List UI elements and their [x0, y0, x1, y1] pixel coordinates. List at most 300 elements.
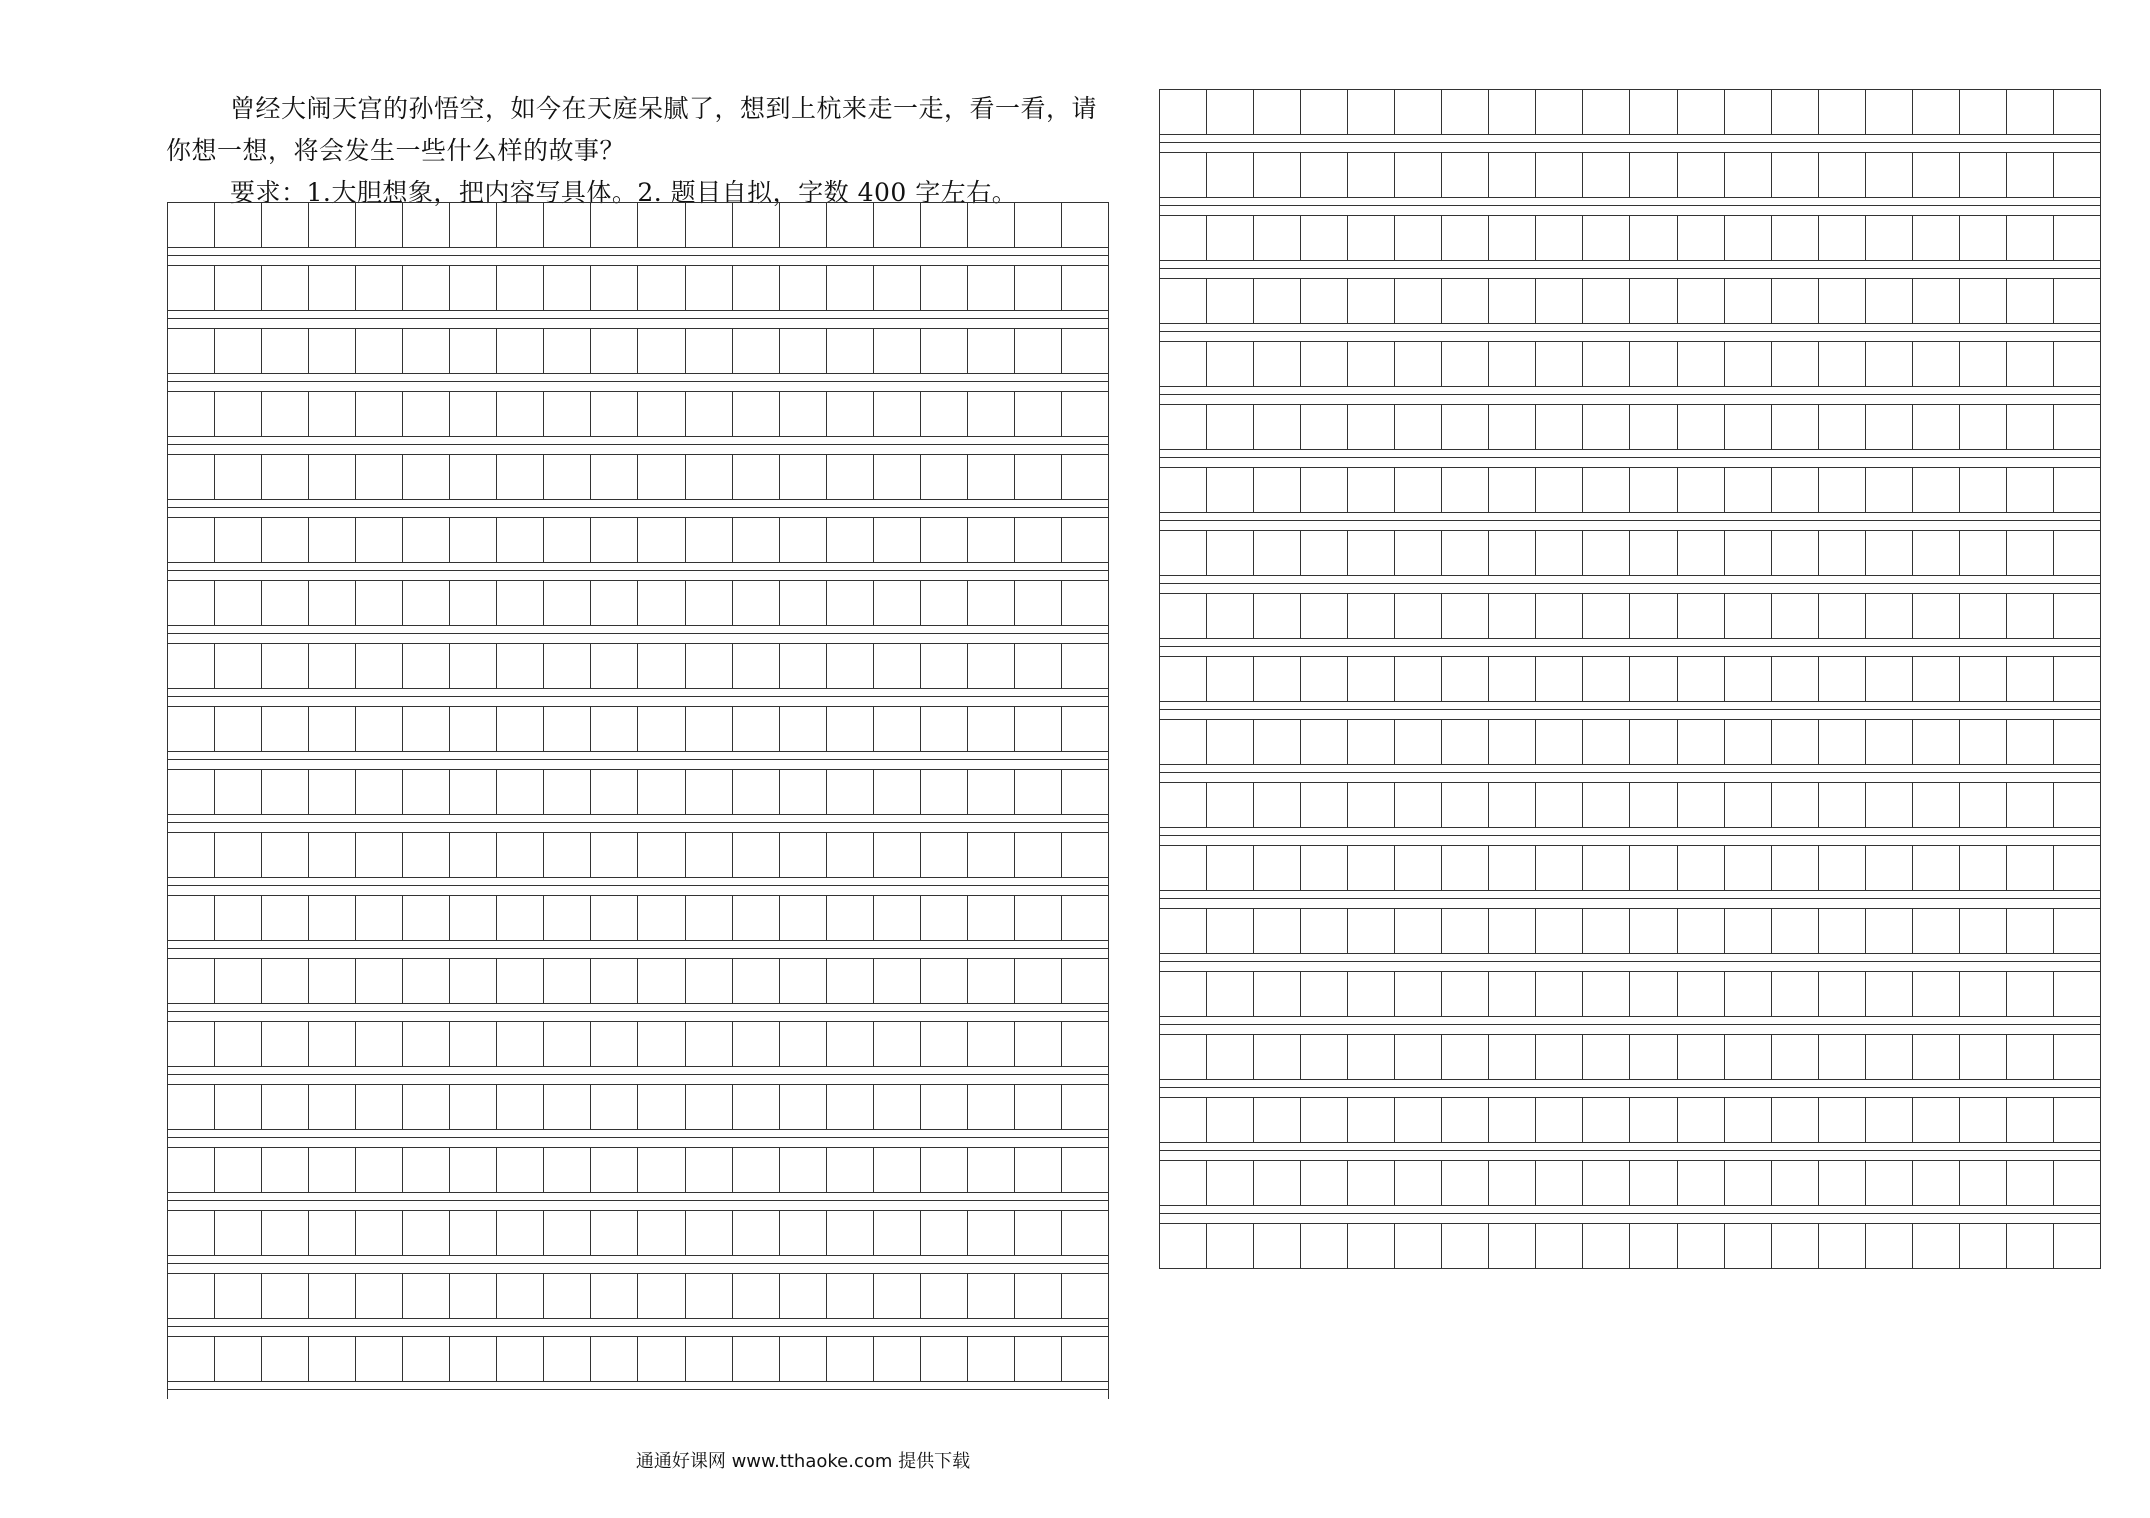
grid-cell[interactable]: [1301, 594, 1348, 638]
grid-cell[interactable]: [591, 266, 638, 310]
grid-cell[interactable]: [168, 1148, 215, 1192]
grid-cell[interactable]: [1254, 279, 1301, 323]
grid-cell[interactable]: [1678, 972, 1725, 1016]
grid-cell[interactable]: [215, 329, 262, 373]
grid-cell[interactable]: [497, 518, 544, 562]
grid-cell[interactable]: [450, 392, 497, 436]
grid-cell[interactable]: [1960, 153, 2007, 197]
grid-cell[interactable]: [356, 644, 403, 688]
grid-cell[interactable]: [168, 1337, 215, 1381]
grid-cell[interactable]: [1395, 531, 1442, 575]
grid-cell[interactable]: [1207, 1098, 1254, 1142]
grid-cell[interactable]: [1536, 531, 1583, 575]
grid-cell[interactable]: [450, 203, 497, 247]
grid-cell[interactable]: [1678, 405, 1725, 449]
grid-cell[interactable]: [403, 518, 450, 562]
grid-cell[interactable]: [168, 266, 215, 310]
grid-cell[interactable]: [403, 392, 450, 436]
grid-cell[interactable]: [1160, 720, 1207, 764]
grid-cell[interactable]: [309, 770, 356, 814]
grid-cell[interactable]: [215, 833, 262, 877]
grid-cell[interactable]: [1207, 153, 1254, 197]
grid-cell[interactable]: [403, 896, 450, 940]
grid-cell[interactable]: [1301, 216, 1348, 260]
grid-cell[interactable]: [544, 1148, 591, 1192]
grid-cell[interactable]: [1442, 972, 1489, 1016]
grid-cell[interactable]: [356, 1085, 403, 1129]
grid-cell[interactable]: [309, 1211, 356, 1255]
grid-cell[interactable]: [733, 896, 780, 940]
grid-cell[interactable]: [1819, 279, 1866, 323]
grid-cell[interactable]: [544, 455, 591, 499]
grid-cell[interactable]: [1630, 405, 1677, 449]
grid-cell[interactable]: [1160, 1098, 1207, 1142]
grid-cell[interactable]: [403, 644, 450, 688]
grid-cell[interactable]: [2007, 1035, 2054, 1079]
grid-cell[interactable]: [968, 266, 1015, 310]
grid-cell[interactable]: [168, 1211, 215, 1255]
grid-cell[interactable]: [1062, 959, 1108, 1003]
grid-cell[interactable]: [1301, 972, 1348, 1016]
grid-cell[interactable]: [215, 644, 262, 688]
grid-cell[interactable]: [1866, 90, 1913, 134]
grid-cell[interactable]: [1678, 1098, 1725, 1142]
grid-cell[interactable]: [309, 896, 356, 940]
grid-cell[interactable]: [2007, 1098, 2054, 1142]
grid-cell[interactable]: [2054, 783, 2100, 827]
grid-cell[interactable]: [1725, 594, 1772, 638]
grid-cell[interactable]: [921, 833, 968, 877]
grid-cell[interactable]: [780, 1085, 827, 1129]
grid-cell[interactable]: [686, 1085, 733, 1129]
grid-cell[interactable]: [1160, 846, 1207, 890]
grid-cell[interactable]: [1489, 846, 1536, 890]
grid-cell[interactable]: [686, 455, 733, 499]
grid-cell[interactable]: [591, 1085, 638, 1129]
grid-cell[interactable]: [1678, 153, 1725, 197]
grid-cell[interactable]: [1207, 468, 1254, 512]
grid-cell[interactable]: [827, 1211, 874, 1255]
grid-cell[interactable]: [1489, 216, 1536, 260]
grid-cell[interactable]: [1772, 1224, 1819, 1268]
grid-cell[interactable]: [2054, 1161, 2100, 1205]
grid-cell[interactable]: [780, 833, 827, 877]
grid-cell[interactable]: [1301, 909, 1348, 953]
grid-cell[interactable]: [1442, 657, 1489, 701]
grid-cell[interactable]: [1160, 153, 1207, 197]
grid-cell[interactable]: [1062, 896, 1108, 940]
grid-cell[interactable]: [1348, 342, 1395, 386]
grid-cell[interactable]: [733, 833, 780, 877]
grid-cell[interactable]: [1583, 972, 1630, 1016]
grid-cell[interactable]: [733, 1274, 780, 1318]
grid-cell[interactable]: [497, 581, 544, 625]
grid-cell[interactable]: [1678, 468, 1725, 512]
grid-cell[interactable]: [1395, 972, 1442, 1016]
grid-cell[interactable]: [1442, 216, 1489, 260]
grid-cell[interactable]: [1442, 783, 1489, 827]
grid-cell[interactable]: [356, 896, 403, 940]
grid-cell[interactable]: [544, 392, 591, 436]
grid-cell[interactable]: [1348, 657, 1395, 701]
grid-cell[interactable]: [921, 1337, 968, 1381]
grid-cell[interactable]: [2054, 279, 2100, 323]
grid-cell[interactable]: [544, 1274, 591, 1318]
grid-cell[interactable]: [1442, 405, 1489, 449]
grid-cell[interactable]: [1772, 720, 1819, 764]
grid-cell[interactable]: [497, 959, 544, 1003]
grid-cell[interactable]: [1207, 1161, 1254, 1205]
grid-cell[interactable]: [968, 707, 1015, 751]
grid-cell[interactable]: [1062, 770, 1108, 814]
grid-cell[interactable]: [309, 1148, 356, 1192]
grid-cell[interactable]: [1866, 846, 1913, 890]
grid-cell[interactable]: [262, 1337, 309, 1381]
grid-cell[interactable]: [1254, 90, 1301, 134]
grid-cell[interactable]: [1348, 783, 1395, 827]
grid-cell[interactable]: [450, 1085, 497, 1129]
grid-cell[interactable]: [921, 329, 968, 373]
grid-cell[interactable]: [921, 203, 968, 247]
grid-cell[interactable]: [1583, 531, 1630, 575]
grid-cell[interactable]: [2054, 405, 2100, 449]
grid-cell[interactable]: [1254, 468, 1301, 512]
grid-cell[interactable]: [921, 1085, 968, 1129]
grid-cell[interactable]: [1583, 342, 1630, 386]
grid-cell[interactable]: [1254, 657, 1301, 701]
grid-cell[interactable]: [1913, 468, 1960, 512]
grid-cell[interactable]: [450, 833, 497, 877]
grid-cell[interactable]: [1678, 342, 1725, 386]
grid-cell[interactable]: [1442, 720, 1489, 764]
grid-cell[interactable]: [1583, 657, 1630, 701]
grid-cell[interactable]: [1866, 1161, 1913, 1205]
grid-cell[interactable]: [1015, 1148, 1062, 1192]
grid-cell[interactable]: [2007, 657, 2054, 701]
grid-cell[interactable]: [2054, 531, 2100, 575]
grid-cell[interactable]: [1160, 531, 1207, 575]
grid-cell[interactable]: [1442, 279, 1489, 323]
writing-grid-left[interactable]: [167, 202, 1109, 1399]
grid-cell[interactable]: [1489, 90, 1536, 134]
grid-cell[interactable]: [1160, 909, 1207, 953]
grid-cell[interactable]: [591, 644, 638, 688]
grid-cell[interactable]: [1254, 531, 1301, 575]
grid-cell[interactable]: [309, 644, 356, 688]
grid-cell[interactable]: [497, 203, 544, 247]
grid-cell[interactable]: [356, 581, 403, 625]
grid-cell[interactable]: [1442, 153, 1489, 197]
grid-cell[interactable]: [1207, 909, 1254, 953]
grid-cell[interactable]: [1866, 405, 1913, 449]
grid-cell[interactable]: [1678, 909, 1725, 953]
grid-cell[interactable]: [686, 959, 733, 1003]
grid-cell[interactable]: [968, 392, 1015, 436]
grid-cell[interactable]: [1301, 720, 1348, 764]
grid-cell[interactable]: [309, 1337, 356, 1381]
grid-cell[interactable]: [638, 833, 685, 877]
grid-cell[interactable]: [2007, 216, 2054, 260]
grid-cell[interactable]: [1678, 1035, 1725, 1079]
grid-cell[interactable]: [1678, 720, 1725, 764]
grid-cell[interactable]: [262, 1148, 309, 1192]
grid-cell[interactable]: [168, 770, 215, 814]
grid-cell[interactable]: [1301, 279, 1348, 323]
grid-cell[interactable]: [1913, 1224, 1960, 1268]
grid-cell[interactable]: [968, 1274, 1015, 1318]
grid-cell[interactable]: [968, 1337, 1015, 1381]
grid-cell[interactable]: [968, 455, 1015, 499]
grid-cell[interactable]: [1348, 90, 1395, 134]
grid-cell[interactable]: [1207, 1224, 1254, 1268]
grid-cell[interactable]: [591, 1211, 638, 1255]
grid-cell[interactable]: [1015, 266, 1062, 310]
grid-cell[interactable]: [921, 266, 968, 310]
grid-cell[interactable]: [1254, 720, 1301, 764]
grid-cell[interactable]: [1725, 153, 1772, 197]
grid-cell[interactable]: [1819, 657, 1866, 701]
grid-cell[interactable]: [1062, 644, 1108, 688]
grid-cell[interactable]: [1348, 846, 1395, 890]
grid-cell[interactable]: [497, 1274, 544, 1318]
grid-cell[interactable]: [1442, 342, 1489, 386]
grid-cell[interactable]: [827, 959, 874, 1003]
grid-cell[interactable]: [1772, 972, 1819, 1016]
grid-cell[interactable]: [1913, 909, 1960, 953]
grid-cell[interactable]: [1254, 783, 1301, 827]
grid-cell[interactable]: [638, 581, 685, 625]
grid-cell[interactable]: [262, 644, 309, 688]
grid-cell[interactable]: [309, 455, 356, 499]
grid-cell[interactable]: [1062, 518, 1108, 562]
grid-cell[interactable]: [1866, 657, 1913, 701]
grid-cell[interactable]: [1015, 581, 1062, 625]
grid-cell[interactable]: [1725, 1098, 1772, 1142]
grid-cell[interactable]: [1015, 959, 1062, 1003]
grid-cell[interactable]: [403, 203, 450, 247]
grid-cell[interactable]: [2007, 1161, 2054, 1205]
grid-cell[interactable]: [403, 1211, 450, 1255]
grid-cell[interactable]: [638, 1274, 685, 1318]
grid-cell[interactable]: [1819, 783, 1866, 827]
grid-cell[interactable]: [1678, 279, 1725, 323]
grid-cell[interactable]: [1489, 468, 1536, 512]
grid-cell[interactable]: [1489, 1161, 1536, 1205]
grid-cell[interactable]: [968, 1085, 1015, 1129]
grid-cell[interactable]: [638, 518, 685, 562]
grid-cell[interactable]: [1489, 342, 1536, 386]
grid-cell[interactable]: [1772, 531, 1819, 575]
grid-cell[interactable]: [1536, 783, 1583, 827]
grid-cell[interactable]: [591, 959, 638, 1003]
grid-cell[interactable]: [215, 959, 262, 1003]
grid-cell[interactable]: [733, 266, 780, 310]
grid-cell[interactable]: [1678, 1224, 1725, 1268]
grid-cell[interactable]: [1062, 266, 1108, 310]
grid-cell[interactable]: [262, 392, 309, 436]
grid-cell[interactable]: [2054, 846, 2100, 890]
grid-cell[interactable]: [591, 1022, 638, 1066]
grid-cell[interactable]: [1772, 153, 1819, 197]
grid-cell[interactable]: [215, 1085, 262, 1129]
grid-cell[interactable]: [1772, 279, 1819, 323]
grid-cell[interactable]: [733, 329, 780, 373]
grid-cell[interactable]: [497, 833, 544, 877]
grid-cell[interactable]: [1630, 846, 1677, 890]
grid-cell[interactable]: [497, 1148, 544, 1192]
grid-cell[interactable]: [1301, 1224, 1348, 1268]
grid-cell[interactable]: [1725, 1035, 1772, 1079]
grid-cell[interactable]: [1015, 1274, 1062, 1318]
grid-cell[interactable]: [215, 707, 262, 751]
grid-cell[interactable]: [1395, 594, 1442, 638]
grid-cell[interactable]: [638, 1211, 685, 1255]
grid-cell[interactable]: [1442, 531, 1489, 575]
grid-cell[interactable]: [921, 707, 968, 751]
grid-cell[interactable]: [2054, 594, 2100, 638]
grid-cell[interactable]: [968, 203, 1015, 247]
grid-cell[interactable]: [1819, 1224, 1866, 1268]
grid-cell[interactable]: [1160, 342, 1207, 386]
grid-cell[interactable]: [1442, 90, 1489, 134]
grid-cell[interactable]: [686, 203, 733, 247]
grid-cell[interactable]: [1442, 1161, 1489, 1205]
grid-cell[interactable]: [1772, 1098, 1819, 1142]
grid-cell[interactable]: [168, 518, 215, 562]
grid-cell[interactable]: [215, 1148, 262, 1192]
grid-cell[interactable]: [1207, 972, 1254, 1016]
grid-cell[interactable]: [686, 392, 733, 436]
grid-cell[interactable]: [1348, 594, 1395, 638]
grid-cell[interactable]: [215, 392, 262, 436]
grid-cell[interactable]: [497, 644, 544, 688]
grid-cell[interactable]: [1725, 1161, 1772, 1205]
grid-cell[interactable]: [874, 644, 921, 688]
grid-cell[interactable]: [686, 1148, 733, 1192]
grid-cell[interactable]: [1207, 216, 1254, 260]
grid-cell[interactable]: [497, 329, 544, 373]
grid-cell[interactable]: [1160, 279, 1207, 323]
grid-cell[interactable]: [1725, 531, 1772, 575]
grid-cell[interactable]: [1866, 279, 1913, 323]
grid-cell[interactable]: [1395, 216, 1442, 260]
grid-cell[interactable]: [215, 518, 262, 562]
grid-cell[interactable]: [1254, 594, 1301, 638]
grid-cell[interactable]: [827, 329, 874, 373]
grid-cell[interactable]: [686, 266, 733, 310]
grid-cell[interactable]: [638, 1148, 685, 1192]
grid-cell[interactable]: [1062, 203, 1108, 247]
grid-cell[interactable]: [215, 770, 262, 814]
grid-cell[interactable]: [686, 329, 733, 373]
grid-cell[interactable]: [168, 392, 215, 436]
grid-cell[interactable]: [2007, 720, 2054, 764]
grid-cell[interactable]: [1254, 972, 1301, 1016]
grid-cell[interactable]: [874, 1148, 921, 1192]
grid-cell[interactable]: [1913, 657, 1960, 701]
grid-cell[interactable]: [1913, 216, 1960, 260]
grid-cell[interactable]: [591, 707, 638, 751]
grid-cell[interactable]: [1819, 720, 1866, 764]
grid-cell[interactable]: [356, 1337, 403, 1381]
grid-cell[interactable]: [1866, 216, 1913, 260]
grid-cell[interactable]: [1772, 405, 1819, 449]
grid-cell[interactable]: [403, 707, 450, 751]
grid-cell[interactable]: [1583, 1098, 1630, 1142]
grid-cell[interactable]: [827, 770, 874, 814]
grid-cell[interactable]: [1015, 1211, 1062, 1255]
grid-cell[interactable]: [1395, 783, 1442, 827]
grid-cell[interactable]: [780, 1148, 827, 1192]
grid-cell[interactable]: [638, 203, 685, 247]
grid-cell[interactable]: [1583, 1161, 1630, 1205]
grid-cell[interactable]: [2054, 1224, 2100, 1268]
grid-cell[interactable]: [1015, 203, 1062, 247]
grid-cell[interactable]: [1772, 468, 1819, 512]
grid-cell[interactable]: [780, 896, 827, 940]
grid-cell[interactable]: [1301, 468, 1348, 512]
grid-cell[interactable]: [1489, 531, 1536, 575]
grid-cell[interactable]: [1536, 153, 1583, 197]
grid-cell[interactable]: [1062, 581, 1108, 625]
grid-cell[interactable]: [1583, 846, 1630, 890]
grid-cell[interactable]: [2007, 468, 2054, 512]
grid-cell[interactable]: [1301, 342, 1348, 386]
grid-cell[interactable]: [309, 959, 356, 1003]
grid-cell[interactable]: [1348, 153, 1395, 197]
grid-cell[interactable]: [1536, 657, 1583, 701]
grid-cell[interactable]: [1301, 153, 1348, 197]
grid-cell[interactable]: [1489, 1035, 1536, 1079]
grid-cell[interactable]: [780, 1211, 827, 1255]
grid-cell[interactable]: [2054, 909, 2100, 953]
grid-cell[interactable]: [1160, 1224, 1207, 1268]
grid-cell[interactable]: [2007, 405, 2054, 449]
grid-cell[interactable]: [215, 1274, 262, 1318]
grid-cell[interactable]: [1062, 1022, 1108, 1066]
grid-cell[interactable]: [544, 1022, 591, 1066]
grid-cell[interactable]: [1772, 342, 1819, 386]
grid-cell[interactable]: [1960, 909, 2007, 953]
grid-cell[interactable]: [1913, 531, 1960, 575]
grid-cell[interactable]: [1866, 720, 1913, 764]
grid-cell[interactable]: [1015, 518, 1062, 562]
grid-cell[interactable]: [1207, 1035, 1254, 1079]
grid-cell[interactable]: [1960, 279, 2007, 323]
grid-cell[interactable]: [591, 1274, 638, 1318]
grid-cell[interactable]: [827, 1085, 874, 1129]
grid-cell[interactable]: [1725, 657, 1772, 701]
grid-cell[interactable]: [1395, 1224, 1442, 1268]
grid-cell[interactable]: [1015, 833, 1062, 877]
grid-cell[interactable]: [1866, 1224, 1913, 1268]
grid-cell[interactable]: [1160, 594, 1207, 638]
grid-cell[interactable]: [1866, 594, 1913, 638]
grid-cell[interactable]: [1960, 1224, 2007, 1268]
grid-cell[interactable]: [591, 581, 638, 625]
grid-cell[interactable]: [1015, 1085, 1062, 1129]
grid-cell[interactable]: [262, 959, 309, 1003]
grid-cell[interactable]: [1207, 783, 1254, 827]
grid-cell[interactable]: [356, 203, 403, 247]
grid-cell[interactable]: [1725, 909, 1772, 953]
grid-cell[interactable]: [1819, 846, 1866, 890]
grid-cell[interactable]: [1866, 1035, 1913, 1079]
grid-cell[interactable]: [544, 707, 591, 751]
grid-cell[interactable]: [780, 1274, 827, 1318]
grid-cell[interactable]: [262, 581, 309, 625]
grid-cell[interactable]: [1348, 1098, 1395, 1142]
